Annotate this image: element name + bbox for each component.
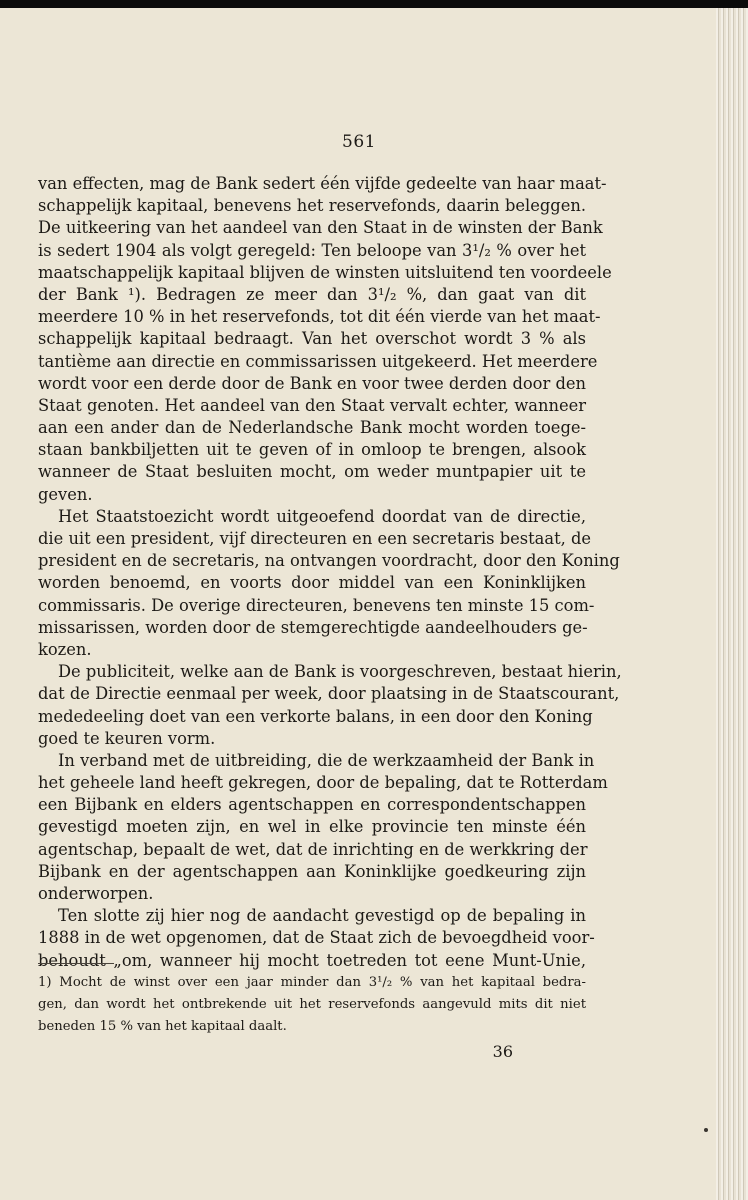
footnote-divider bbox=[38, 963, 114, 964]
text-line: behoudt „om, wanneer hij mocht toetreden tot eene Munt-Unie, bbox=[38, 950, 586, 970]
text-line: De publiciteit, welke aan de Bank is voorgeschreven, bestaat hierin, bbox=[58, 662, 622, 682]
text-line: mededeeling doet van een verkorte balans, in een door den Koning bbox=[38, 706, 593, 726]
footnote bbox=[38, 973, 586, 1040]
text-line: president en de secretaris, na ontvangen voordracht, door den Koning bbox=[38, 551, 620, 571]
ink-speck bbox=[704, 1128, 708, 1132]
text-line: Staat genoten. Het aandeel van den Staat vervalt echter, wanneer bbox=[38, 395, 586, 415]
text-line: Bijbank en der agentschappen aan Koninklijke goedkeuring zijn bbox=[38, 861, 586, 881]
page-edge bbox=[716, 8, 748, 1200]
text-line: kozen. bbox=[38, 639, 92, 659]
text-line: staan bankbiljetten uit te geven of in omloop te brengen, alsook bbox=[38, 440, 586, 460]
text-line: wanneer de Staat besluiten mocht, om weder muntpapier uit te bbox=[38, 462, 586, 482]
text-line: der Bank ¹). Bedragen ze meer dan 3¹/₂ %, dan gaat van dit bbox=[38, 284, 586, 304]
text-line: Het Staatstoezicht wordt uitgeoefend doordat van de directie, bbox=[58, 506, 586, 526]
text-line: een Bijbank en elders agentschappen en correspondentschappen bbox=[38, 795, 586, 815]
text-line: Ten slotte zij hier nog de aandacht gevestigd op de bepaling in bbox=[58, 906, 586, 926]
text-line: worden benoemd, en voorts door middel van een Koninklijken bbox=[38, 573, 586, 593]
footnote-line: beneden 15 % van het kapitaal daalt. bbox=[38, 1019, 287, 1035]
text-line: meerdere 10 % in het reservefonds, tot dit één vierde van het maat- bbox=[38, 307, 601, 327]
text-line: De uitkeering van het aandeel van den Staat in de winsten der Bank bbox=[38, 218, 603, 238]
text-line: wordt voor een derde door de Bank en voor twee derden door den bbox=[38, 373, 586, 393]
text-line: 1888 in de wet opgenomen, dat de Staat zich de bevoegdheid voor- bbox=[38, 928, 595, 948]
page-number: 561 bbox=[342, 132, 376, 152]
text-line: schappelijk kapitaal, benevens het reservefonds, daarin beleggen. bbox=[38, 196, 586, 216]
text-line: onderworpen. bbox=[38, 884, 154, 903]
text-line: die uit een president, vijf directeuren en een secretaris bestaat, de bbox=[38, 529, 592, 548]
text-line: aan een ander dan de Nederlandsche Bank mocht worden toege- bbox=[38, 418, 586, 438]
text-line: maatschappelijk kapitaal blijven de winsten uitsluitend ten voordeele bbox=[38, 262, 612, 282]
text-line: goed te keuren vorm. bbox=[38, 728, 216, 748]
text-line: commissaris. De overige directeuren, benevens ten minste 15 com- bbox=[38, 595, 595, 615]
text-line: dat de Directie eenmaal per week, door plaatsing in de Staatscourant, bbox=[38, 684, 620, 704]
text-line: het geheele land heeft gekregen, door de bepaling, dat te Rotterdam bbox=[38, 773, 608, 793]
footnote-line: gen, dan wordt het ontbrekende uit het reservefonds aangevuld mits dit niet bbox=[38, 997, 586, 1013]
book-page bbox=[0, 8, 718, 1200]
signature-mark: 36 bbox=[492, 1042, 513, 1061]
text-line: missarissen, worden door de stemgerechtigde aandeelhouders ge- bbox=[38, 617, 588, 637]
footnote-line: 1) Mocht de winst over een jaar minder dan 3¹/₂ % van het kapitaal bedra- bbox=[38, 975, 586, 990]
body-text bbox=[38, 173, 622, 972]
text-line: agentschap, bepaalt de wet, dat de inrichting en de werkkring der bbox=[38, 839, 588, 859]
text-line: is sedert 1904 als volgt geregeld: Ten beloope van 3¹/₂ % over het bbox=[38, 240, 586, 260]
text-line: In verband met de uitbreiding, die de werkzaamheid der Bank in bbox=[58, 750, 595, 770]
text-line: van effecten, mag de Bank sedert één vijfde gedeelte van haar maat- bbox=[38, 174, 607, 193]
text-line: tantième aan directie en commissarissen uitgekeerd. Het meerdere bbox=[38, 351, 598, 371]
scan-top-border bbox=[0, 0, 748, 8]
text-line: geven. bbox=[38, 484, 93, 504]
text-line: schappelijk kapitaal bedraagt. Van het overschot wordt 3 % als bbox=[38, 329, 586, 349]
text-line: gevestigd moeten zijn, en wel in elke provincie ten minste één bbox=[38, 817, 586, 837]
